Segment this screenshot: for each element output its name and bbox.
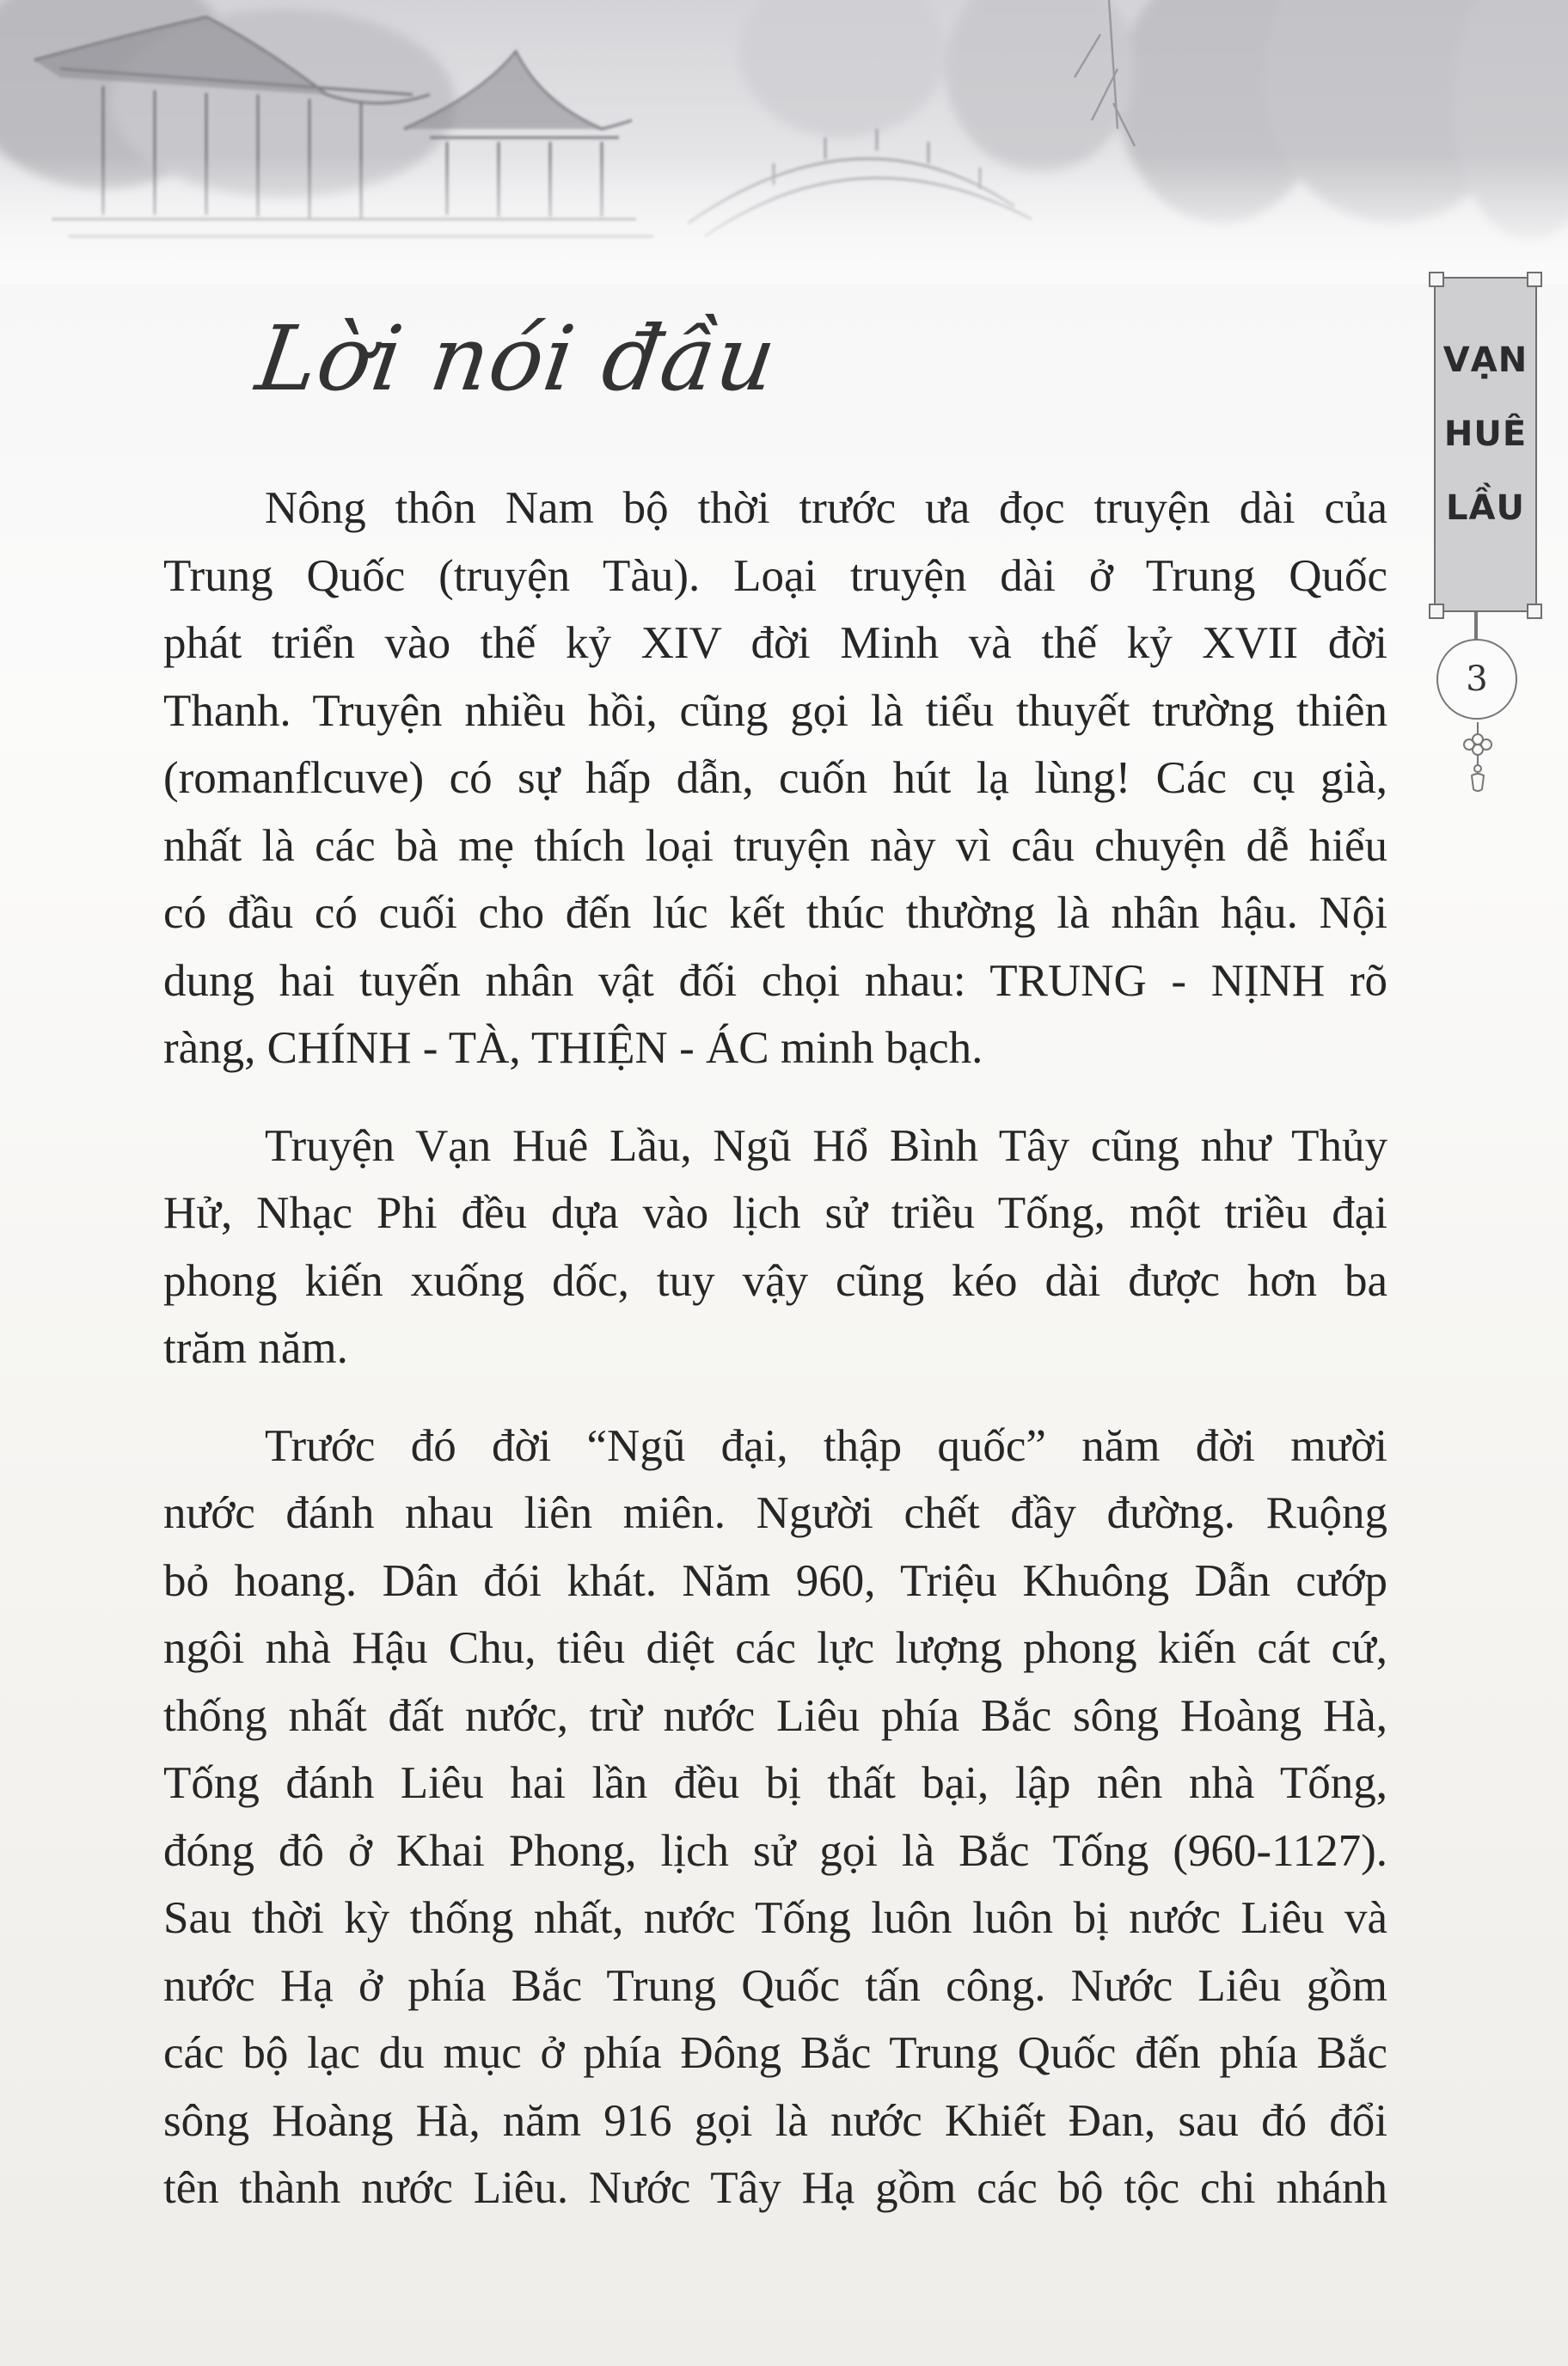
text-line: thống nhất đất nước, trừ nước Liêu phía Bắc sông Hoàng Hà,: [163, 1690, 1387, 1741]
text-line: phát triển vào thế kỷ XIV đời Minh và thế kỷ XVII đời: [163, 618, 1387, 668]
book-title-tab: [1434, 277, 1540, 614]
corner-ornament-icon: [1527, 272, 1542, 287]
text-line: các bộ lạc du mục ở phía Đông Bắc Trung Quốc đến phía Bắc: [163, 2028, 1387, 2078]
text-line: nước Hạ ở phía Bắc Trung Quốc tấn công. Nước Liêu gồm: [163, 1960, 1387, 2011]
text-line: dung hai tuyến nhân vật đối chọi nhau: TRUNG - NỊNH rõ: [163, 955, 1387, 1006]
paragraph-3: [163, 1413, 1387, 2222]
book-title: [1434, 323, 1537, 545]
text-line: sông Hoàng Hà, năm 916 gọi là nước Khiết Đan, sau đó đổi: [163, 2095, 1387, 2146]
text-line: ngôi nhà Hậu Chu, tiêu diệt các lực lượng phong kiến cát cứ,: [163, 1623, 1387, 1673]
text-line: ràng, CHÍNH - TÀ, THIỆN - ÁC minh bạch.: [163, 1023, 983, 1073]
book-title-line: VẠN: [1442, 340, 1528, 380]
header-illustration: [0, 0, 1568, 284]
page-title: Lời nói đầu: [250, 306, 783, 411]
paragraph-2: [163, 1113, 1387, 1382]
text-line: nước đánh nhau liên miên. Người chết đầy đường. Ruộng: [163, 1488, 1387, 1538]
text-line: Trước đó đời “Ngũ đại, thập quốc” năm đời mười: [265, 1420, 1387, 1471]
text-line: nhất là các bà mẹ thích loại truyện này vì câu chuyện dễ hiểu: [163, 820, 1387, 871]
corner-ornament-icon: [1527, 604, 1542, 619]
text-line: trăm năm.: [163, 1323, 348, 1373]
text-line: phong kiến xuống dốc, tuy vậy cũng kéo dài được hơn ba: [163, 1255, 1387, 1306]
text-line: đóng đô ở Khai Phong, lịch sử gọi là Bắc Tống (960-1127).: [163, 1825, 1387, 1876]
text-line: có đầu có cuối cho đến lúc kết thúc thường là nhân hậu. Nội: [163, 888, 1387, 938]
text-line: Hử, Nhạc Phi đều dựa vào lịch sử triều Tống, một triều đại: [163, 1188, 1387, 1238]
text-line: Trung Quốc (truyện Tàu). Loại truyện dài ở Trung Quốc: [163, 550, 1387, 601]
tassel-knot-icon: [1455, 722, 1501, 794]
corner-ornament-icon: [1429, 604, 1444, 619]
book-title-line: HUÊ: [1443, 414, 1528, 454]
text-line: tên thành nước Liêu. Nước Tây Hạ gồm các bộ tộc chi nhánh: [163, 2163, 1387, 2213]
tab-cord: [1474, 612, 1478, 640]
text-line: Tống đánh Liêu hai lần đều bị thất bại, lập nên nhà Tống,: [163, 1758, 1387, 1808]
page-number: 3: [1466, 659, 1488, 699]
text-line: Truyện Vạn Huê Lầu, Ngũ Hổ Bình Tây cũng như Thủy: [265, 1120, 1387, 1171]
text-line: Nông thôn Nam bộ thời trước ưa đọc truyện dài của: [265, 483, 1387, 533]
header-fade: [0, 155, 1568, 284]
page-number-badge: [1436, 639, 1517, 720]
text-line: (romanflcuve) có sự hấp dẫn, cuốn hút lạ lùng! Các cụ già,: [163, 753, 1387, 803]
text-line: Thanh. Truyện nhiều hồi, cũng gọi là tiểu thuyết trường thiên: [163, 685, 1387, 736]
book-title-line: LẦU: [1446, 488, 1525, 528]
body-text: [163, 475, 1387, 2253]
paragraph-1: [163, 475, 1387, 1082]
corner-ornament-icon: [1429, 272, 1444, 287]
text-line: Sau thời kỳ thống nhất, nước Tống luôn luôn bị nước Liêu và: [163, 1893, 1387, 1943]
text-line: bỏ hoang. Dân đói khát. Năm 960, Triệu Khuông Dẫn cướp: [163, 1555, 1387, 1606]
